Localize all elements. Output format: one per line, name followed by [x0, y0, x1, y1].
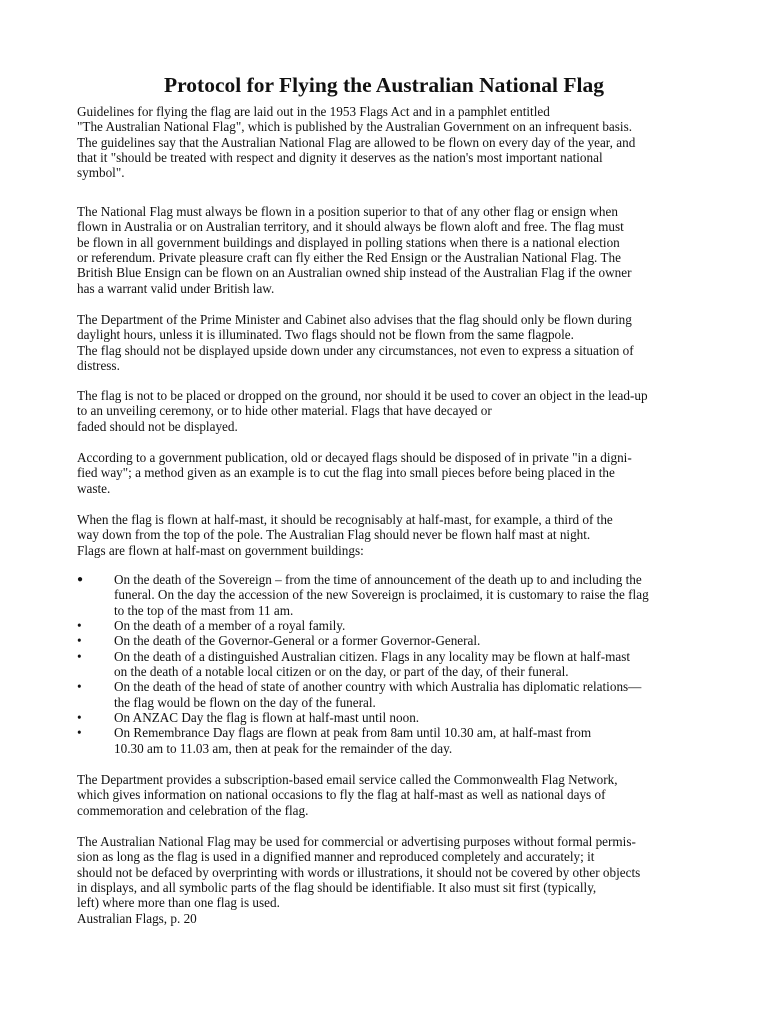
paragraph-line: Flags are flown at half-mast on government buildings: [77, 542, 364, 558]
paragraph-flag-network [77, 772, 717, 818]
paragraph-position [77, 204, 717, 296]
paragraph-line: The National Flag must always be flown in a position superior to that of any other flag or ensign when [77, 204, 618, 219]
list-item-line: On Remembrance Day flags are flown at peak from 8am until 10.30 am, at half-mast from [114, 725, 592, 741]
paragraph-line: According to a government publication, old or decayed flags should be disposed of in private "in a digni- [77, 450, 632, 465]
paragraph-line: sion as long as the flag is used in a dignified manner and reproduced completely and accurately; it [77, 849, 595, 865]
list-item-line: On the death of the Sovereign – from the time of announcement of the death up to and including the [114, 572, 642, 587]
bullet-mark: • [77, 710, 82, 726]
paragraph-ground [77, 388, 717, 434]
paragraph-line: in displays, and all symbolic parts of the flag should be identifiable. It also must sit first (typically, [77, 880, 597, 896]
list-item-line: On the death of a member of a royal family. [114, 618, 346, 634]
list-item [77, 572, 717, 618]
list-item-line: the flag would be flown on the day of the funeral. [114, 694, 376, 710]
paragraph-half-mast [77, 512, 717, 558]
bullet-mark: • [77, 648, 82, 664]
paragraph-line: commemoration and celebration of the flag. [77, 802, 309, 818]
paragraph-line: has a warrant valid under British law. [77, 280, 275, 296]
paragraph-line: faded should not be displayed. [77, 418, 238, 434]
paragraph-line: fied way"; a method given as an example is to cut the flag into small pieces before being placed in the [77, 465, 615, 481]
paragraph-line: waste. [77, 480, 111, 496]
list-item-line: On the death of the head of state of another country with which Australia has diplomatic relations— [114, 679, 642, 695]
list-item [77, 649, 717, 680]
bullet-mark: • [77, 633, 82, 649]
paragraph-line: The flag is not to be placed or dropped on the ground, nor should it be used to cover an object in the lead-up [77, 388, 648, 403]
source-citation: Australian Flags, p. 20 [77, 910, 197, 926]
list-item-line: on the death of a notable local citizen or on the day, or part of the day, of their funeral. [114, 664, 569, 680]
list-item-line: On the death of a distinguished Australian citizen. Flags in any locality may be flown at half-mast [114, 648, 631, 664]
half-mast-occasions-list [77, 572, 717, 756]
list-item-line: 10.30 am to 11.03 am, then at peak for the remainder of the day. [114, 740, 453, 756]
paragraph-line: symbol". [77, 165, 125, 181]
paragraph-line: should not be defaced by overprinting with words or illustrations, it should not be covered by other objects [77, 864, 641, 880]
paragraph-line: left) where more than one flag is used. [77, 895, 280, 911]
list-item-line: to the top of the mast from 11 am. [114, 602, 294, 618]
bullet-mark: • [77, 725, 82, 741]
paragraph-disposal [77, 450, 717, 496]
paragraph-line: The flag should not be displayed upside down under any circumstances, not even to express a situation of [77, 342, 634, 358]
list-item [77, 725, 717, 756]
list-item-line: funeral. On the day the accession of the new Sovereign is proclaimed, it is customary to raise the flag [114, 587, 649, 603]
paragraph-line: flown in Australia or on Australian territory, and it should always be flown aloft and free. The flag must [77, 219, 624, 235]
paragraph-line: British Blue Ensign can be flown on an Australian owned ship instead of the Australian Flag if the owner [77, 265, 632, 281]
paragraph-flags-act [77, 104, 717, 181]
list-item [77, 633, 717, 648]
paragraph-line: be flown in all government buildings and displayed in polling stations when there is a national election [77, 234, 620, 250]
paragraph-line: "The Australian National Flag", which is published by the Australian Government on an infrequent basis. [77, 119, 633, 135]
bullet-mark: • [77, 618, 82, 634]
bullet-mark: • [77, 679, 82, 695]
paragraph-line: The Department of the Prime Minister and Cabinet also advises that the flag should only be flown during [77, 312, 632, 327]
paragraph-line: way down from the top of the pole. The Australian Flag should never be flown half mast at night. [77, 527, 591, 543]
paragraph-line: distress. [77, 358, 120, 374]
paragraph-line: which gives information on national occasions to fly the flag at half-mast as well as national days of [77, 787, 606, 803]
list-item-line: On the death of the Governor-General or a former Governor-General. [114, 633, 481, 649]
paragraph-line: daylight hours, unless it is illuminated. Two flags should not be flown from the same flagpole. [77, 327, 574, 343]
paragraph-line: Guidelines for flying the flag are laid out in the 1953 Flags Act and in a pamphlet entitled [77, 104, 550, 119]
page-title: Protocol for Flying the Australian National Flag [164, 73, 604, 97]
paragraph-line: The Department provides a subscription-based email service called the Commonwealth Flag Network, [77, 772, 618, 787]
paragraph-line: The Australian National Flag may be used for commercial or advertising purposes without formal permis- [77, 834, 636, 849]
list-item-line: On ANZAC Day the flag is flown at half-mast until noon. [114, 710, 420, 726]
list-item [77, 618, 717, 633]
bullet-mark: ● [77, 574, 84, 585]
list-item [77, 710, 717, 725]
paragraph-line: or referendum. Private pleasure craft can fly either the Red Ensign or the Australian National Flag. The [77, 250, 621, 266]
paragraph-department-advice [77, 312, 717, 373]
list-item [77, 679, 717, 710]
paragraph-commercial-use [77, 834, 717, 926]
paragraph-line: that it "should be treated with respect and dignity it deserves as the nation's most important national [77, 150, 603, 166]
paragraph-line: When the flag is flown at half-mast, it should be recognisably at half-mast, for example, a third of the [77, 512, 613, 527]
paragraph-line: The guidelines say that the Australian National Flag are allowed to be flown on every day of the year, and [77, 134, 636, 150]
paragraph-line: to an unveiling ceremony, or to hide other material. Flags that have decayed or [77, 403, 492, 419]
